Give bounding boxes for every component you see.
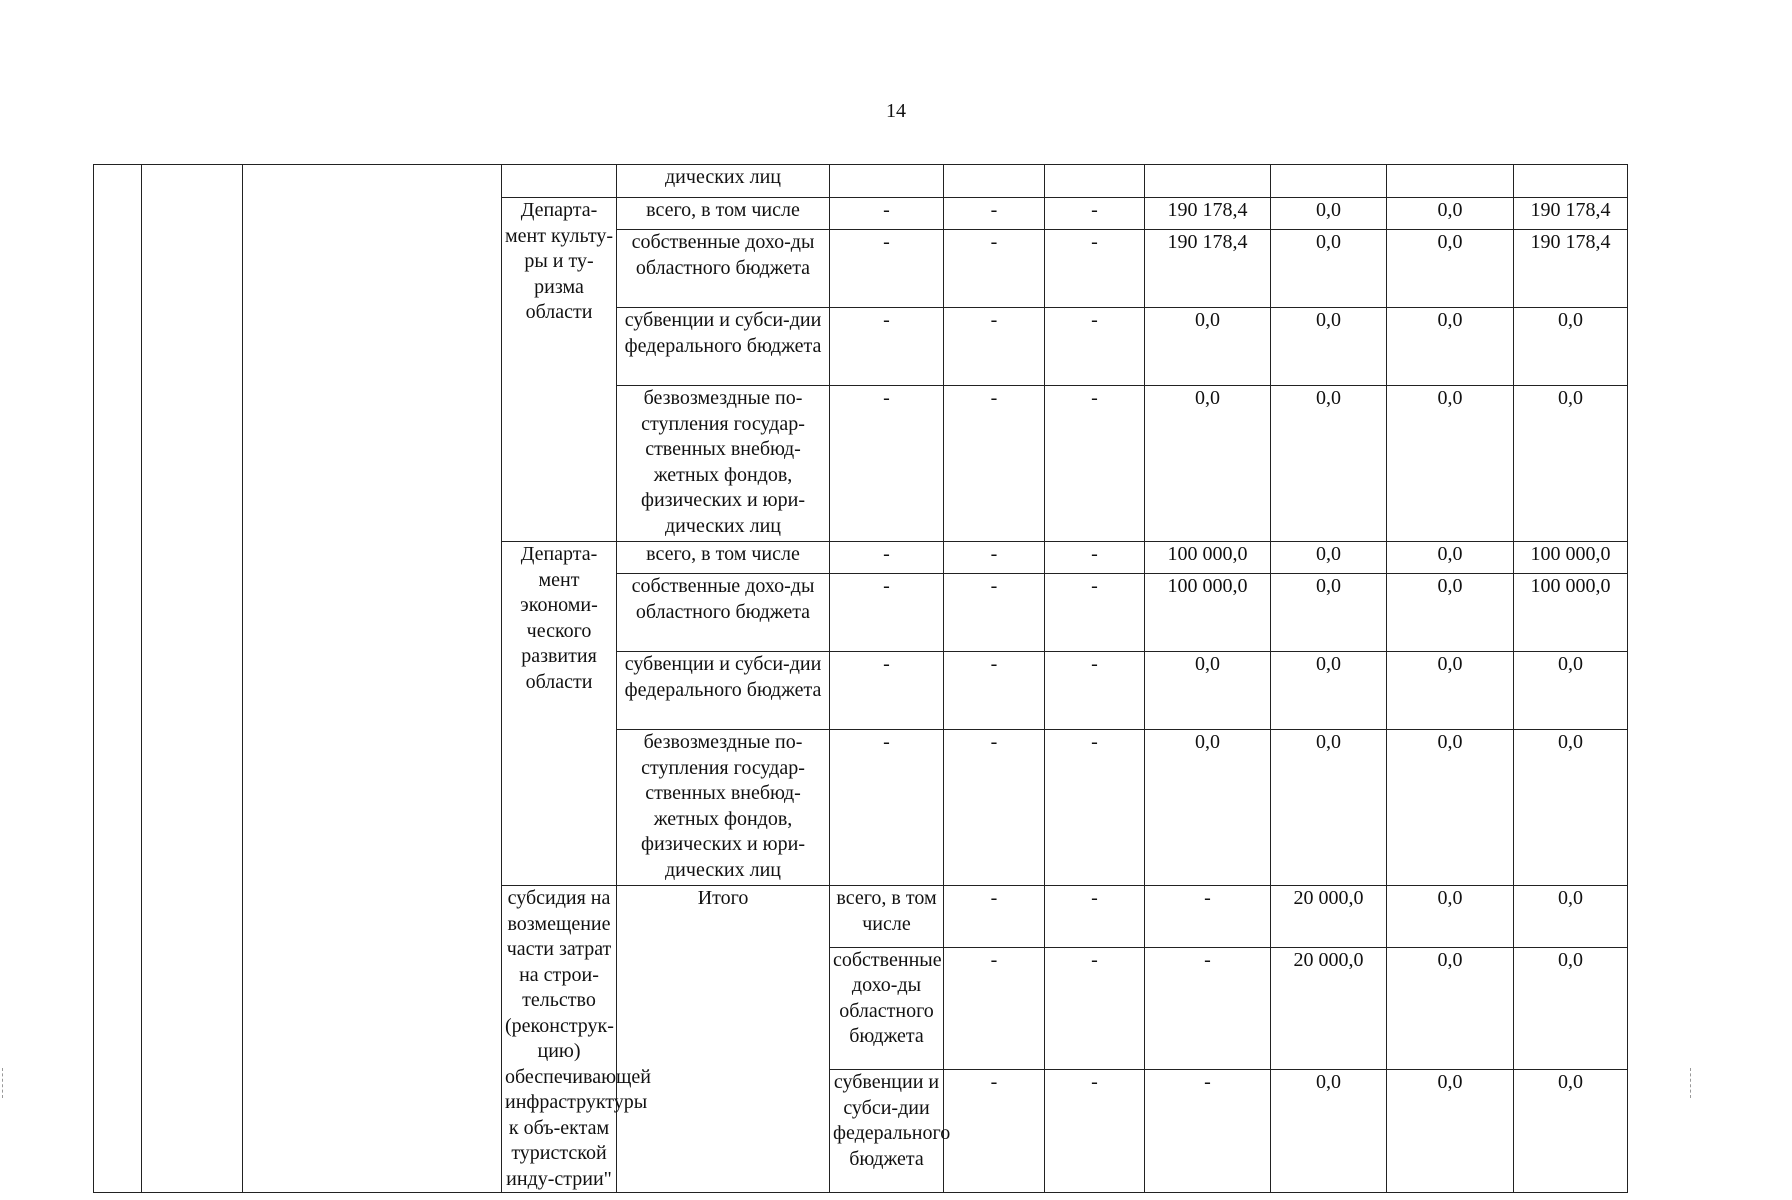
amount-cell: 0,0 (1514, 386, 1628, 542)
amount-cell: 0,0 (1271, 730, 1387, 886)
continuation-dept-cell (502, 165, 617, 198)
amount-cell: 0,0 (1271, 574, 1387, 652)
empty-value-cell: - (1145, 886, 1271, 948)
funding-source-cell: субвенции и субси-дии федерального бюджета (617, 308, 830, 386)
amount-cell: 0,0 (1271, 542, 1387, 574)
funding-source-cell: всего, в том числе (617, 542, 830, 574)
amount-cell: 100 000,0 (1514, 574, 1628, 652)
funding-source-cell: собственные дохо-ды областного бюджета (617, 574, 830, 652)
amount-cell: 0,0 (1387, 198, 1514, 230)
amount-cell: 0,0 (1387, 230, 1514, 308)
col-program-cell (142, 165, 243, 1193)
empty-value-cell: - (944, 886, 1045, 948)
empty-value-cell: - (944, 730, 1045, 886)
empty-value-cell: - (830, 308, 944, 386)
funding-source-cell: собственные дохо-ды областного бюджета (830, 947, 944, 1070)
amount-cell: 0,0 (1387, 886, 1514, 948)
amount-cell: 0,0 (1271, 230, 1387, 308)
amount-cell: 0,0 (1145, 652, 1271, 730)
empty-value-cell: - (944, 308, 1045, 386)
amount-cell: 0,0 (1514, 1070, 1628, 1193)
empty-value-cell: - (1045, 230, 1145, 308)
amount-cell: 0,0 (1514, 947, 1628, 1070)
continuation-source-cell: дических лиц (617, 165, 830, 198)
funding-source-cell: всего, в том числе (830, 886, 944, 948)
department-cell: Департа-мент экономи-ческого развития области (502, 542, 617, 886)
amount-cell: 0,0 (1387, 386, 1514, 542)
amount-cell: 190 178,4 (1514, 230, 1628, 308)
empty-value-cell: - (1045, 542, 1145, 574)
empty-value-cell: - (1145, 947, 1271, 1070)
empty-value-cell: - (944, 542, 1045, 574)
empty-value-cell: - (1045, 1070, 1145, 1193)
empty-value-cell: - (1045, 947, 1145, 1070)
amount-cell: 0,0 (1514, 308, 1628, 386)
budget-table (93, 164, 1628, 1193)
empty-value-cell: - (1045, 574, 1145, 652)
amount-cell: 20 000,0 (1271, 886, 1387, 948)
empty-value-cell: - (1145, 1070, 1271, 1193)
amount-cell: 0,0 (1145, 730, 1271, 886)
empty-value-cell: - (830, 730, 944, 886)
empty-value-cell: - (1045, 198, 1145, 230)
amount-cell: 0,0 (1271, 386, 1387, 542)
amount-cell: 0,0 (1514, 886, 1628, 948)
amount-cell: 0,0 (1387, 542, 1514, 574)
empty-value-cell: - (830, 574, 944, 652)
amount-cell: 0,0 (1387, 652, 1514, 730)
amount-cell: 20 000,0 (1271, 947, 1387, 1070)
empty-value-cell: - (944, 198, 1045, 230)
empty-value-cell: - (1045, 652, 1145, 730)
amount-cell: 0,0 (1387, 730, 1514, 886)
col-measure-cell (243, 165, 502, 1193)
amount-cell: 0,0 (1514, 730, 1628, 886)
amount-cell: 0,0 (1514, 652, 1628, 730)
funding-source-cell: собственные дохо-ды областного бюджета (617, 230, 830, 308)
empty-value-cell: - (1045, 886, 1145, 948)
amount-cell: 100 000,0 (1145, 542, 1271, 574)
funding-source-cell: субвенции и субси-дии федерального бюджета (617, 652, 830, 730)
amount-cell: 0,0 (1271, 308, 1387, 386)
amount-cell: 190 178,4 (1514, 198, 1628, 230)
amount-cell: 0,0 (1271, 198, 1387, 230)
empty-value-cell: - (1045, 308, 1145, 386)
amount-cell: 0,0 (1387, 308, 1514, 386)
col-number-cell (94, 165, 142, 1193)
funding-source-cell: всего, в том числе (617, 198, 830, 230)
amount-cell: 0,0 (1145, 308, 1271, 386)
empty-value-cell: - (830, 230, 944, 308)
funding-source-cell: безвозмездные по-ступления государ-ственных внебюд-жетных фондов, физических и юри-дических лиц (617, 730, 830, 886)
amount-cell: 190 178,4 (1145, 198, 1271, 230)
empty-value-cell: - (830, 542, 944, 574)
amount-cell: 0,0 (1271, 652, 1387, 730)
department-cell: Итого (617, 886, 830, 1193)
amount-cell: 0,0 (1271, 1070, 1387, 1193)
empty-value-cell: - (944, 1070, 1045, 1193)
funding-source-cell: безвозмездные по-ступления государ-ственных внебюд-жетных фондов, физических и юри-дических лиц (617, 386, 830, 542)
empty-value-cell: - (944, 386, 1045, 542)
empty-value-cell: - (1045, 730, 1145, 886)
amount-cell: 0,0 (1387, 574, 1514, 652)
empty-value-cell: - (944, 947, 1045, 1070)
amount-cell: 0,0 (1387, 1070, 1514, 1193)
funding-source-cell: субвенции и субси-дии федерального бюджета (830, 1070, 944, 1193)
amount-cell: 100 000,0 (1145, 574, 1271, 652)
amount-cell: 190 178,4 (1145, 230, 1271, 308)
department-cell: Департа-мент культу-ры и ту-ризма области (502, 198, 617, 542)
empty-value-cell: - (830, 198, 944, 230)
empty-value-cell: - (944, 230, 1045, 308)
page-number: 14 (886, 100, 906, 122)
empty-value-cell: - (830, 652, 944, 730)
continuation-row (94, 165, 1628, 198)
scan-edge-mark-left (2, 1068, 7, 1098)
scan-edge-mark-right (1690, 1068, 1695, 1098)
amount-cell: 0,0 (1145, 386, 1271, 542)
empty-value-cell: - (944, 652, 1045, 730)
empty-value-cell: - (830, 386, 944, 542)
amount-cell: 0,0 (1387, 947, 1514, 1070)
amount-cell: 100 000,0 (1514, 542, 1628, 574)
empty-value-cell: - (1045, 386, 1145, 542)
empty-value-cell: - (944, 574, 1045, 652)
measure-name-cell: субсидия на возмещение части затрат на строи-тельство (реконструк-цию) обеспечивающей инфраструктуры к объ-ектам туристской инду-стрии" (502, 886, 617, 1193)
